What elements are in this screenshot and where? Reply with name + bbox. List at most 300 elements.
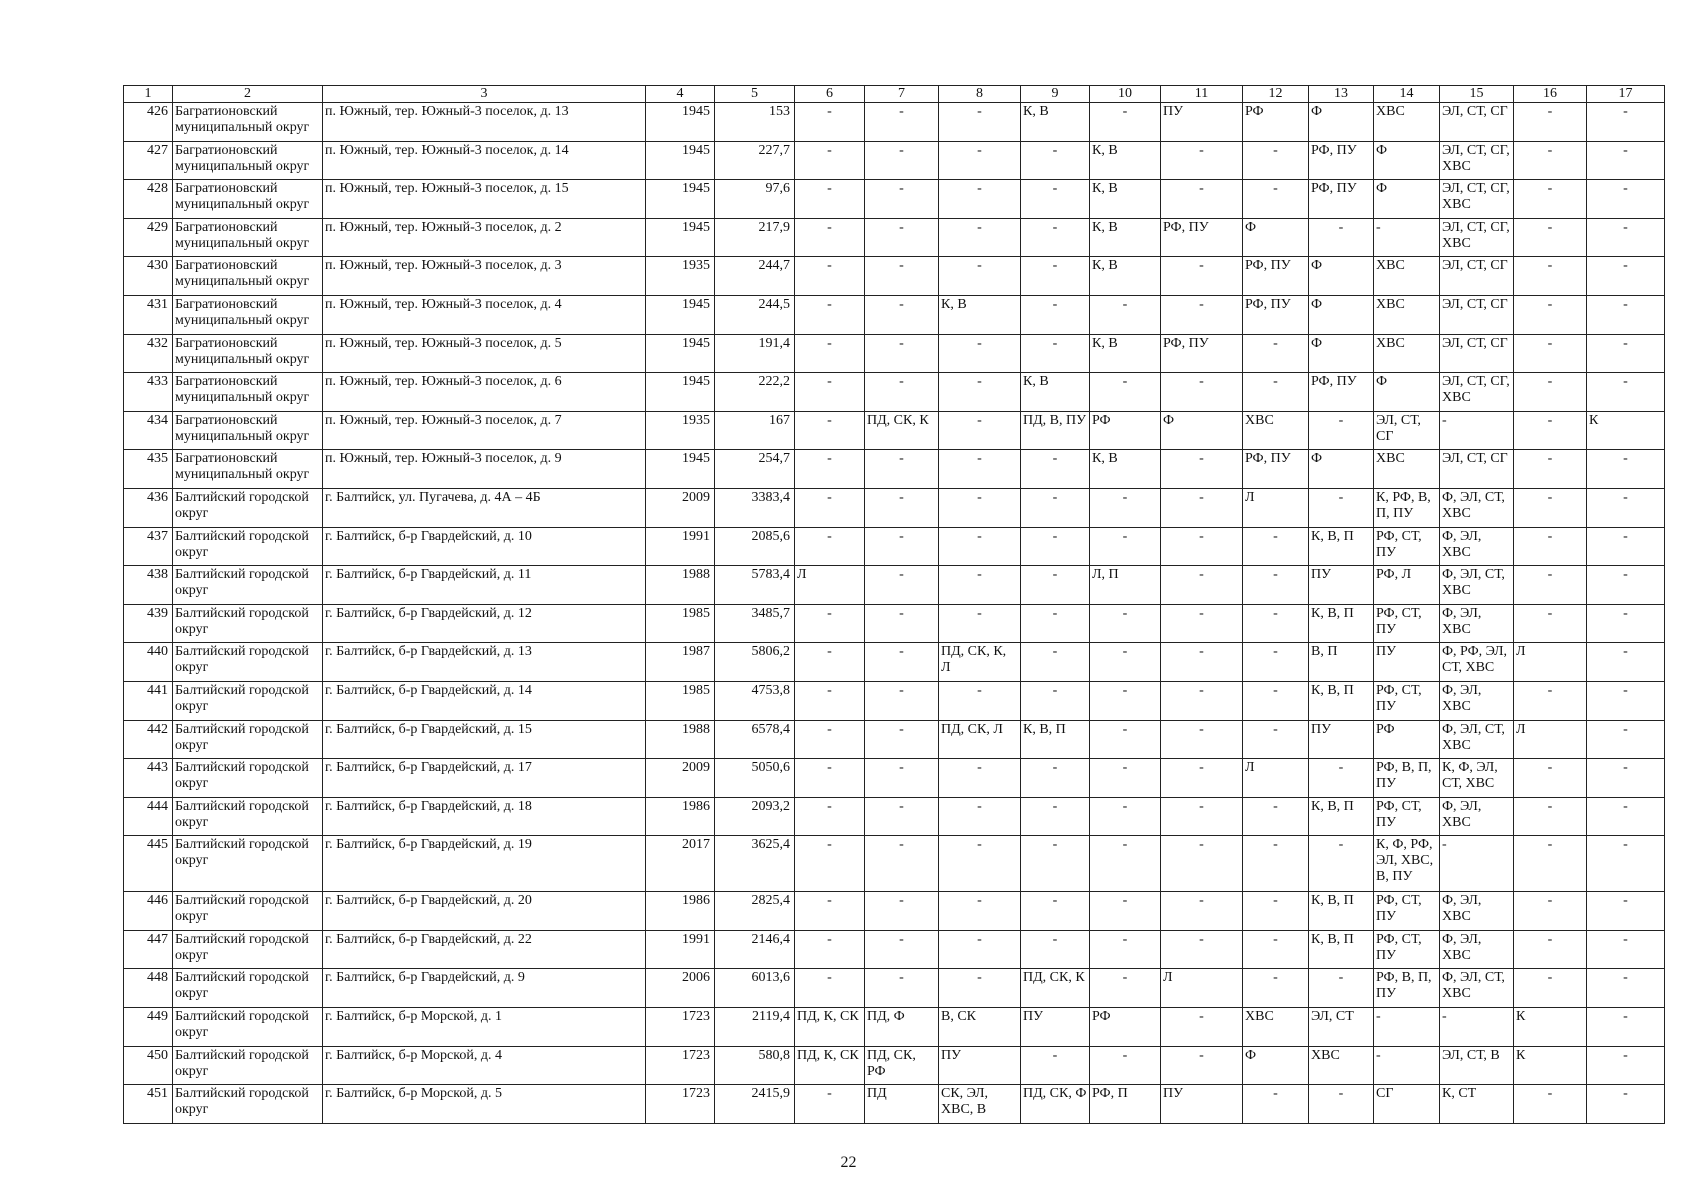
table-cell: Балтийский городской округ: [173, 566, 323, 605]
table-cell: -: [1514, 1085, 1587, 1124]
table-cell: -: [865, 759, 939, 798]
table-cell: Балтийский городской округ: [173, 836, 323, 892]
table-cell: -: [1243, 527, 1309, 566]
table-cell: -: [1161, 488, 1243, 527]
table-cell: Ф: [1243, 218, 1309, 257]
table-cell: -: [1021, 759, 1090, 798]
table-cell: 447: [124, 930, 173, 969]
table-cell: 2009: [646, 759, 715, 798]
table-cell: 1991: [646, 527, 715, 566]
table-cell: 442: [124, 720, 173, 759]
table-cell: -: [1021, 681, 1090, 720]
table-cell: Балтийский городской округ: [173, 488, 323, 527]
table-cell: -: [865, 103, 939, 142]
table-cell: К, В: [1090, 180, 1161, 219]
column-header: 16: [1514, 86, 1587, 103]
table-cell: Багратионовский муниципальный округ: [173, 411, 323, 450]
table-row: [124, 720, 1665, 759]
table-cell: РФ, Л: [1374, 566, 1440, 605]
table-cell: -: [939, 969, 1021, 1008]
table-row: [124, 141, 1665, 180]
table-row: [124, 1085, 1665, 1124]
table-row: [124, 836, 1665, 892]
table-cell: ХВС: [1309, 1046, 1374, 1085]
table-cell: Ф, ЭЛ, СТ, ХВС: [1440, 566, 1514, 605]
table-cell: г. Балтийск, б-р Гвардейский, д. 22: [323, 930, 646, 969]
table-cell: 2006: [646, 969, 715, 1008]
table-cell: Балтийский городской округ: [173, 643, 323, 682]
table-cell: Багратионовский муниципальный округ: [173, 295, 323, 334]
table-cell: г. Балтийск, б-р Морской, д. 4: [323, 1046, 646, 1085]
table-cell: К, В, П: [1309, 797, 1374, 836]
table-cell: ПД: [865, 1085, 939, 1124]
table-cell: -: [1090, 527, 1161, 566]
table-cell: РФ: [1243, 103, 1309, 142]
table-cell: ПУ: [1309, 720, 1374, 759]
table-cell: ПД, К, СК: [795, 1008, 865, 1047]
table-cell: г. Балтийск, б-р Гвардейский, д. 10: [323, 527, 646, 566]
table-cell: -: [1021, 218, 1090, 257]
table-cell: 2093,2: [715, 797, 795, 836]
table-cell: РФ, СТ, ПУ: [1374, 604, 1440, 643]
table-cell: -: [1161, 836, 1243, 892]
table-cell: 437: [124, 527, 173, 566]
table-cell: -: [1021, 930, 1090, 969]
table-cell: -: [1161, 373, 1243, 412]
table-cell: 450: [124, 1046, 173, 1085]
table-cell: -: [1021, 488, 1090, 527]
table-cell: -: [1161, 720, 1243, 759]
table-cell: -: [1309, 836, 1374, 892]
table-cell: Багратионовский муниципальный округ: [173, 257, 323, 296]
table-cell: РФ, ПУ: [1243, 450, 1309, 489]
table-cell: ЭЛ, СТ, СГ: [1440, 450, 1514, 489]
column-header: 3: [323, 86, 646, 103]
table-cell: РФ, ПУ: [1309, 180, 1374, 219]
table-cell: -: [1587, 488, 1665, 527]
table-cell: 449: [124, 1008, 173, 1047]
table-cell: -: [1587, 257, 1665, 296]
table-cell: 97,6: [715, 180, 795, 219]
table-cell: К, В: [1090, 218, 1161, 257]
table-cell: -: [1587, 720, 1665, 759]
table-cell: 222,2: [715, 373, 795, 412]
table-cell: 431: [124, 295, 173, 334]
table-cell: 1991: [646, 930, 715, 969]
page-number: 22: [840, 1154, 857, 1171]
column-header: 4: [646, 86, 715, 103]
column-header: 9: [1021, 86, 1090, 103]
table-cell: -: [1090, 1046, 1161, 1085]
table-cell: -: [1090, 373, 1161, 412]
table-cell: Балтийский городской округ: [173, 969, 323, 1008]
table-cell: г. Балтийск, б-р Гвардейский, д. 11: [323, 566, 646, 605]
table-cell: РФ, ПУ: [1161, 334, 1243, 373]
table-cell: ЭЛ, СТ, СГ, ХВС: [1440, 141, 1514, 180]
table-cell: Багратионовский муниципальный округ: [173, 180, 323, 219]
table-cell: РФ, ПУ: [1243, 257, 1309, 296]
table-cell: г. Балтийск, б-р Гвардейский, д. 14: [323, 681, 646, 720]
table-body: [124, 103, 1665, 1124]
table-cell: -: [1090, 643, 1161, 682]
table-cell: Ф: [1243, 1046, 1309, 1085]
table-cell: -: [1021, 604, 1090, 643]
table-cell: -: [795, 759, 865, 798]
table-cell: СК, ЭЛ, ХВС, В: [939, 1085, 1021, 1124]
table-cell: 2085,6: [715, 527, 795, 566]
table-cell: Ф, ЭЛ, ХВС: [1440, 797, 1514, 836]
table-cell: 5050,6: [715, 759, 795, 798]
table-cell: ПД, В, ПУ: [1021, 411, 1090, 450]
header-row: [124, 86, 1665, 103]
table-cell: -: [1243, 797, 1309, 836]
table-cell: -: [1587, 1085, 1665, 1124]
table-cell: -: [939, 373, 1021, 412]
table-cell: К, В: [1021, 373, 1090, 412]
table-cell: -: [795, 411, 865, 450]
table-cell: п. Южный, тер. Южный-3 поселок, д. 4: [323, 295, 646, 334]
table-cell: 1987: [646, 643, 715, 682]
table-cell: п. Южный, тер. Южный-3 поселок, д. 2: [323, 218, 646, 257]
table-cell: ХВС: [1374, 257, 1440, 296]
column-header: 17: [1587, 86, 1665, 103]
column-header: 12: [1243, 86, 1309, 103]
table-cell: -: [1243, 643, 1309, 682]
table-cell: п. Южный, тер. Южный-3 поселок, д. 6: [323, 373, 646, 412]
table-cell: -: [939, 334, 1021, 373]
table-cell: 432: [124, 334, 173, 373]
table-cell: -: [1161, 1046, 1243, 1085]
table-cell: 2825,4: [715, 892, 795, 931]
table-cell: 441: [124, 681, 173, 720]
table-cell: Балтийский городской округ: [173, 604, 323, 643]
table-cell: -: [865, 450, 939, 489]
table-cell: -: [1514, 797, 1587, 836]
table-cell: 3625,4: [715, 836, 795, 892]
table-cell: -: [1514, 373, 1587, 412]
table-cell: К, В: [1090, 334, 1161, 373]
table-cell: -: [1587, 643, 1665, 682]
table-cell: -: [1514, 930, 1587, 969]
table-cell: К, В: [1090, 450, 1161, 489]
table-cell: -: [795, 180, 865, 219]
table-cell: -: [1514, 566, 1587, 605]
table-cell: Ф: [1309, 450, 1374, 489]
table-cell: -: [1243, 604, 1309, 643]
table-cell: ХВС: [1374, 103, 1440, 142]
table-cell: -: [939, 141, 1021, 180]
table-cell: -: [795, 643, 865, 682]
table-cell: К, В: [1090, 141, 1161, 180]
column-header: 8: [939, 86, 1021, 103]
table-cell: Балтийский городской округ: [173, 681, 323, 720]
table-cell: -: [1243, 930, 1309, 969]
table-cell: -: [1021, 295, 1090, 334]
table-cell: К: [1514, 1008, 1587, 1047]
table-cell: -: [795, 527, 865, 566]
table-cell: -: [1514, 218, 1587, 257]
column-header: 11: [1161, 86, 1243, 103]
table-cell: -: [1587, 892, 1665, 931]
table-cell: -: [865, 334, 939, 373]
table-cell: 244,5: [715, 295, 795, 334]
table-cell: -: [1514, 969, 1587, 1008]
table-cell: ЭЛ, СТ, СГ, ХВС: [1440, 373, 1514, 412]
table-cell: В, СК: [939, 1008, 1021, 1047]
table-cell: РФ, ПУ: [1309, 141, 1374, 180]
table-cell: -: [939, 257, 1021, 296]
table-cell: -: [865, 295, 939, 334]
table-cell: -: [1090, 720, 1161, 759]
table-cell: ПД, СК, К, Л: [939, 643, 1021, 682]
table-cell: ЭЛ, СТ, СГ: [1440, 103, 1514, 142]
table-cell: -: [1514, 604, 1587, 643]
table-cell: ПД, СК, К: [1021, 969, 1090, 1008]
table-cell: г. Балтийск, б-р Морской, д. 1: [323, 1008, 646, 1047]
table-cell: -: [1309, 218, 1374, 257]
table-cell: -: [1587, 566, 1665, 605]
table-cell: ПД, К, СК: [795, 1046, 865, 1085]
table-cell: -: [1243, 141, 1309, 180]
table-cell: СГ: [1374, 1085, 1440, 1124]
table-cell: -: [1587, 180, 1665, 219]
table-cell: г. Балтийск, ул. Пугачева, д. 4А – 4Б: [323, 488, 646, 527]
table-cell: 429: [124, 218, 173, 257]
table-cell: -: [795, 450, 865, 489]
table-cell: 1945: [646, 373, 715, 412]
table-cell: К, В, П: [1309, 681, 1374, 720]
table-cell: В, П: [1309, 643, 1374, 682]
table-cell: 227,7: [715, 141, 795, 180]
table-cell: п. Южный, тер. Южный-3 поселок, д. 13: [323, 103, 646, 142]
table-cell: Балтийский городской округ: [173, 930, 323, 969]
table-cell: г. Балтийск, б-р Гвардейский, д. 12: [323, 604, 646, 643]
table-cell: -: [795, 141, 865, 180]
column-header: 2: [173, 86, 323, 103]
table-cell: РФ: [1090, 1008, 1161, 1047]
table-cell: -: [865, 643, 939, 682]
table-cell: 217,9: [715, 218, 795, 257]
table-cell: 443: [124, 759, 173, 798]
table-cell: -: [865, 218, 939, 257]
table-cell: г. Балтийск, б-р Гвардейский, д. 13: [323, 643, 646, 682]
table-cell: -: [939, 759, 1021, 798]
table-cell: ПУ: [1161, 1085, 1243, 1124]
table-cell: 2009: [646, 488, 715, 527]
table-cell: Ф: [1309, 257, 1374, 296]
table-cell: -: [939, 527, 1021, 566]
table-cell: ХВС: [1374, 334, 1440, 373]
table-cell: 1945: [646, 103, 715, 142]
table-cell: К, РФ, В, П, ПУ: [1374, 488, 1440, 527]
table-cell: -: [865, 527, 939, 566]
document-page: [123, 85, 1664, 1124]
table-cell: -: [1587, 930, 1665, 969]
table-cell: -: [1514, 141, 1587, 180]
table-cell: -: [1161, 759, 1243, 798]
table-cell: -: [1021, 836, 1090, 892]
table-cell: -: [1309, 969, 1374, 1008]
table-cell: ЭЛ, СТ, СГ, ХВС: [1440, 180, 1514, 219]
table-cell: -: [939, 892, 1021, 931]
table-cell: К, В: [939, 295, 1021, 334]
table-cell: РФ, ПУ: [1309, 373, 1374, 412]
table-cell: Балтийский городской округ: [173, 1046, 323, 1085]
table-cell: ХВС: [1374, 295, 1440, 334]
table-cell: ЭЛ, СТ: [1309, 1008, 1374, 1047]
table-cell: -: [1309, 1085, 1374, 1124]
table-cell: -: [795, 373, 865, 412]
table-cell: Ф, ЭЛ, ХВС: [1440, 527, 1514, 566]
table-cell: 191,4: [715, 334, 795, 373]
table-cell: Ф: [1309, 295, 1374, 334]
table-cell: -: [1514, 103, 1587, 142]
table-cell: 1945: [646, 334, 715, 373]
column-header: 1: [124, 86, 173, 103]
table-row: [124, 759, 1665, 798]
table-cell: -: [1587, 1046, 1665, 1085]
table-cell: Балтийский городской округ: [173, 720, 323, 759]
table-cell: 440: [124, 643, 173, 682]
table-cell: -: [1090, 759, 1161, 798]
table-cell: -: [1374, 1046, 1440, 1085]
table-cell: -: [1243, 892, 1309, 931]
table-cell: РФ, В, П, ПУ: [1374, 969, 1440, 1008]
table-cell: -: [1161, 930, 1243, 969]
table-row: [124, 411, 1665, 450]
table-cell: Ф, РФ, ЭЛ, СТ, ХВС: [1440, 643, 1514, 682]
table-cell: Ф, ЭЛ, ХВС: [1440, 604, 1514, 643]
table-row: [124, 797, 1665, 836]
table-cell: 1723: [646, 1085, 715, 1124]
table-cell: п. Южный, тер. Южный-3 поселок, д. 3: [323, 257, 646, 296]
table-cell: -: [865, 257, 939, 296]
table-row: [124, 373, 1665, 412]
table-cell: ПД, Ф: [865, 1008, 939, 1047]
table-cell: -: [1514, 892, 1587, 931]
table-cell: 436: [124, 488, 173, 527]
table-cell: 6013,6: [715, 969, 795, 1008]
table-row: [124, 450, 1665, 489]
table-cell: -: [1021, 527, 1090, 566]
column-header: 7: [865, 86, 939, 103]
table-cell: К, В: [1090, 257, 1161, 296]
table-cell: 1945: [646, 180, 715, 219]
table-cell: 254,7: [715, 450, 795, 489]
table-cell: Балтийский городской округ: [173, 1085, 323, 1124]
table-cell: 1986: [646, 892, 715, 931]
table-cell: -: [1243, 373, 1309, 412]
table-cell: -: [1161, 257, 1243, 296]
table-cell: -: [1587, 141, 1665, 180]
table-cell: РФ, ПУ: [1243, 295, 1309, 334]
table-cell: -: [1090, 295, 1161, 334]
table-cell: -: [939, 450, 1021, 489]
table-cell: 428: [124, 180, 173, 219]
table-cell: -: [1161, 141, 1243, 180]
table-cell: 1986: [646, 797, 715, 836]
table-cell: -: [1161, 604, 1243, 643]
table-row: [124, 180, 1665, 219]
table-cell: г. Балтийск, б-р Гвардейский, д. 17: [323, 759, 646, 798]
table-cell: п. Южный, тер. Южный-3 поселок, д. 15: [323, 180, 646, 219]
table-cell: Багратионовский муниципальный округ: [173, 103, 323, 142]
table-cell: РФ: [1090, 411, 1161, 450]
table-cell: -: [1161, 566, 1243, 605]
table-cell: -: [1021, 141, 1090, 180]
table-row: [124, 1008, 1665, 1047]
table-cell: -: [1587, 218, 1665, 257]
table-cell: -: [795, 681, 865, 720]
table-cell: 430: [124, 257, 173, 296]
table-cell: Ф, ЭЛ, СТ, ХВС: [1440, 488, 1514, 527]
table-cell: 167: [715, 411, 795, 450]
table-cell: 435: [124, 450, 173, 489]
table-cell: 5806,2: [715, 643, 795, 682]
table-cell: К, В: [1021, 103, 1090, 142]
table-cell: ХВС: [1374, 450, 1440, 489]
table-cell: Багратионовский муниципальный округ: [173, 450, 323, 489]
table-cell: К, Ф, РФ, ЭЛ, ХВС, В, ПУ: [1374, 836, 1440, 892]
table-cell: 438: [124, 566, 173, 605]
table-cell: -: [1021, 257, 1090, 296]
table-cell: Ф: [1374, 180, 1440, 219]
table-cell: 1945: [646, 218, 715, 257]
table-cell: -: [795, 257, 865, 296]
table-cell: -: [1243, 334, 1309, 373]
column-header: 5: [715, 86, 795, 103]
table-cell: РФ, П: [1090, 1085, 1161, 1124]
table-cell: -: [1243, 566, 1309, 605]
table-cell: -: [795, 1085, 865, 1124]
table-cell: 451: [124, 1085, 173, 1124]
table-cell: -: [1587, 450, 1665, 489]
table-cell: 1945: [646, 141, 715, 180]
table-cell: -: [1161, 180, 1243, 219]
table-cell: -: [795, 797, 865, 836]
table-cell: -: [1309, 759, 1374, 798]
table-cell: -: [1514, 257, 1587, 296]
table-row: [124, 295, 1665, 334]
table-cell: г. Балтийск, б-р Гвардейский, д. 18: [323, 797, 646, 836]
table-cell: -: [1587, 103, 1665, 142]
table-cell: -: [865, 566, 939, 605]
table-cell: -: [1021, 797, 1090, 836]
table-cell: -: [1090, 681, 1161, 720]
table-cell: Ф: [1309, 334, 1374, 373]
table-cell: -: [1243, 836, 1309, 892]
table-cell: -: [1021, 892, 1090, 931]
table-cell: ПД, СК, Л: [939, 720, 1021, 759]
table-cell: -: [1514, 334, 1587, 373]
table-cell: ХВС: [1243, 1008, 1309, 1047]
table-cell: -: [1309, 411, 1374, 450]
table-cell: ПД, СК, Ф: [1021, 1085, 1090, 1124]
table-cell: -: [1587, 681, 1665, 720]
table-cell: п. Южный, тер. Южный-3 поселок, д. 9: [323, 450, 646, 489]
table-cell: -: [1514, 488, 1587, 527]
table-cell: -: [795, 836, 865, 892]
table-cell: РФ, СТ, ПУ: [1374, 527, 1440, 566]
table-cell: -: [1587, 527, 1665, 566]
table-cell: -: [1090, 488, 1161, 527]
table-cell: 1945: [646, 450, 715, 489]
table-row: [124, 643, 1665, 682]
table-cell: г. Балтийск, б-р Гвардейский, д. 15: [323, 720, 646, 759]
table-cell: г. Балтийск, б-р Морской, д. 5: [323, 1085, 646, 1124]
table-row: [124, 566, 1665, 605]
table-cell: -: [865, 797, 939, 836]
